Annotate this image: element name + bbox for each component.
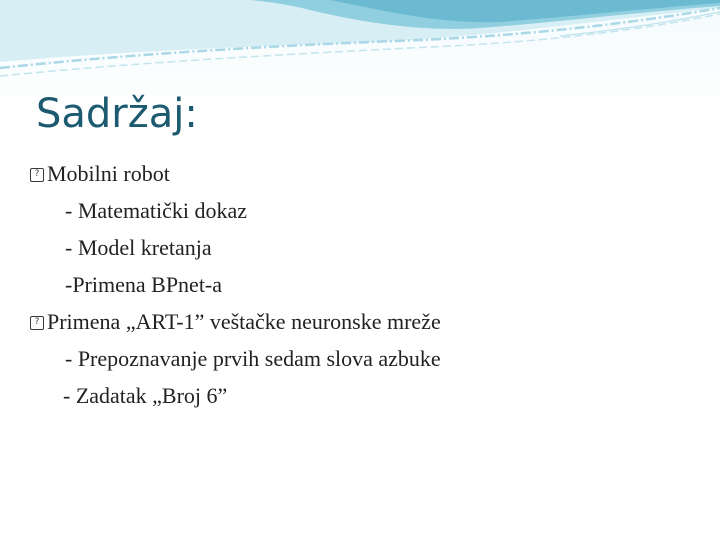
list-subitem-text: - Prepoznavanje prvih sedam slova azbuke xyxy=(65,346,441,371)
header-wave-decoration xyxy=(0,0,720,90)
list-subitem xyxy=(30,266,690,303)
list-subitem-text: - Model kretanja xyxy=(65,235,212,260)
list-subitem-text: -Primena BPnet-a xyxy=(65,272,223,297)
unknown-glyph-bullet-icon xyxy=(30,316,44,330)
unknown-glyph-bullet-icon xyxy=(30,168,44,182)
list-subitem xyxy=(30,377,690,414)
list-subitem xyxy=(30,229,690,266)
list-subitem-text: - Matematički dokaz xyxy=(65,198,248,223)
list-subitem xyxy=(30,192,690,229)
list-item xyxy=(30,155,690,192)
slide-title: Sadržaj: xyxy=(36,91,198,137)
list-item-text: Primena „ART-1” veštačke neuronske mreže xyxy=(47,309,441,334)
list-subitem xyxy=(30,340,690,377)
list-item xyxy=(30,303,690,340)
list-item-text: Mobilni robot xyxy=(47,161,170,186)
list-subitem-text: - Zadatak „Broj 6” xyxy=(63,383,228,408)
slide-content xyxy=(30,155,690,414)
